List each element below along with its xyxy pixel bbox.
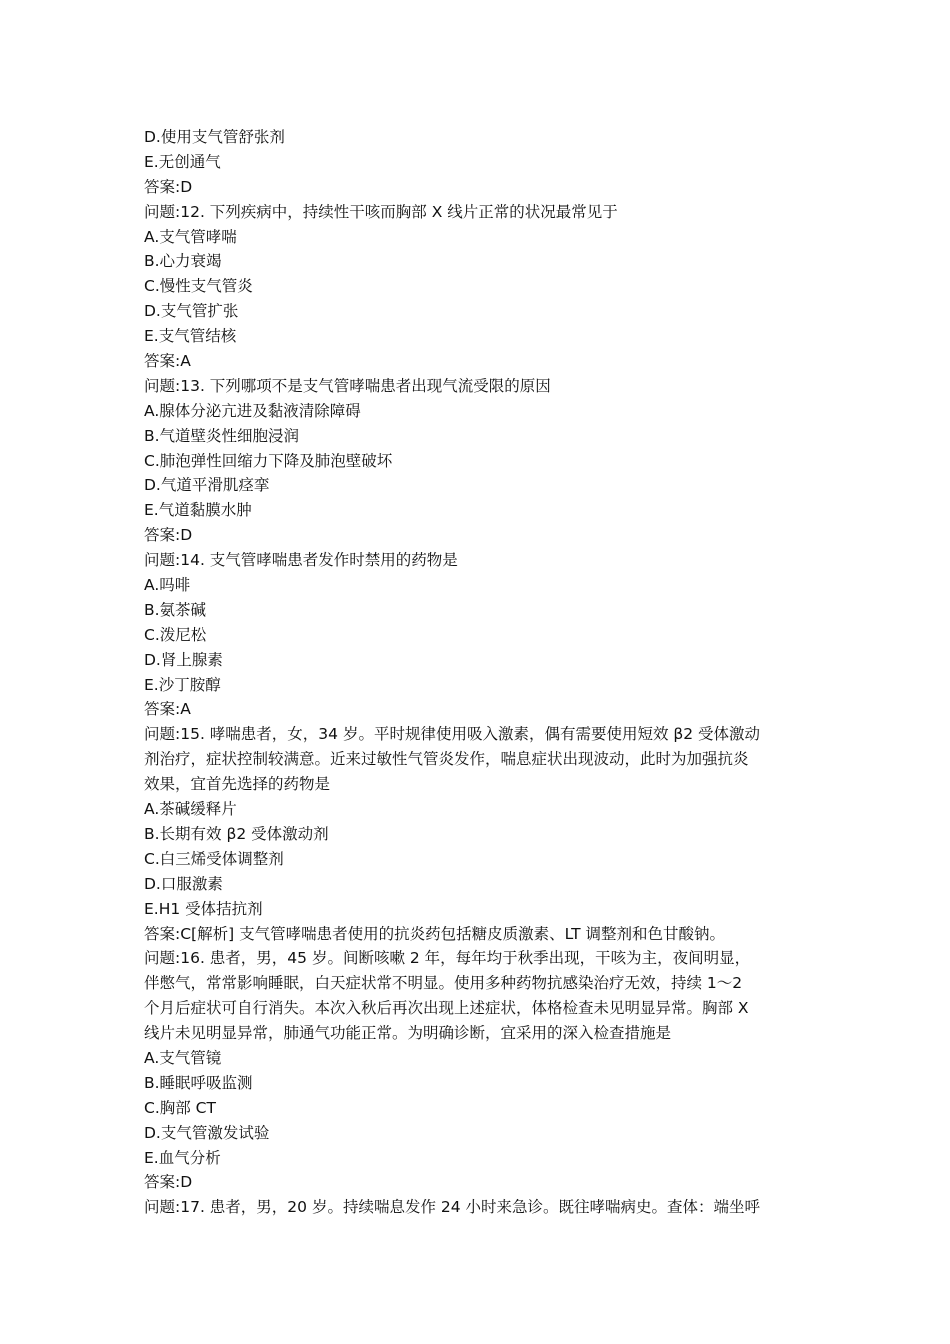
- answer-line: 答案:C[解析] 支气管哮喘患者使用的抗炎药包括糖皮质激素、LT 调整剂和色甘酸钠。: [144, 924, 725, 943]
- option-line: D.口服激素: [144, 874, 223, 893]
- option-line: D.使用支气管舒张剂: [144, 128, 285, 146]
- option-line: B.长期有效 β2 受体激动剂: [144, 824, 329, 843]
- question-line: 问题:17. 患者，男，20 岁。持续喘息发作 24 小时来急诊。既往哮喘病史。查体：端坐呼: [144, 1198, 761, 1217]
- question-line: 问题:16. 患者，男，45 岁。间断咳嗽 2 年，每年均于秋季出现，干咳为主，夜间明显，: [144, 949, 751, 968]
- question-line: 问题:14. 支气管哮喘患者发作时禁用的药物是: [144, 551, 458, 570]
- option-line: E.气道黏膜水肿: [144, 501, 252, 520]
- answer-line: 答案:A: [144, 700, 191, 719]
- option-line: D.气道平滑肌痉挛: [144, 476, 270, 495]
- option-line: A.茶碱缓释片: [144, 800, 237, 819]
- question-line: 剂治疗，症状控制较满意。近来过敏性气管炎发作，喘息症状出现波动，此时为加强抗炎: [144, 750, 749, 769]
- question-line: 问题:15. 哮喘患者，女，34 岁。平时规律使用吸入激素，偶有需要使用短效 β2 受体激动: [144, 725, 761, 744]
- option-line: A.支气管镜: [144, 1048, 222, 1067]
- option-line: C.胸部 CT: [144, 1098, 216, 1117]
- question-line: 效果，宜首先选择的药物是: [144, 775, 331, 794]
- option-line: D.肾上腺素: [144, 650, 223, 669]
- option-line: B.氨茶碱: [144, 600, 207, 619]
- option-line: C.肺泡弹性回缩力下降及肺泡壁破坏: [144, 451, 393, 470]
- option-line: C.慢性支气管炎: [144, 277, 253, 296]
- answer-line: 答案:D: [144, 526, 193, 545]
- answer-line: 答案:A: [144, 352, 191, 371]
- option-line: E.无创通气: [144, 152, 221, 171]
- option-line: B.心力衰竭: [144, 252, 222, 271]
- question-line: 伴憋气，常常影响睡眠，白天症状常不明显。使用多种药物抗感染治疗无效，持续 1～2: [144, 974, 743, 993]
- option-line: B.睡眠呼吸监测: [144, 1073, 253, 1092]
- option-line: E.支气管结核: [144, 327, 237, 346]
- option-line: C.白三烯受体调整剂: [144, 849, 284, 868]
- answer-line: 答案:D: [144, 177, 193, 196]
- option-line: D.支气管扩张: [144, 302, 239, 321]
- question-line: 线片未见明显异常，肺通气功能正常。为明确诊断，宜采用的深入检查措施是: [144, 1024, 672, 1043]
- option-line: E.血气分析: [144, 1148, 221, 1167]
- option-line: E.H1 受体拮抗剂: [144, 899, 263, 918]
- question-line: 问题:12. 下列疾病中，持续性干咳而胸部 X 线片正常的状况最常见于: [144, 202, 618, 221]
- question-line: 问题:13. 下列哪项不是支气管哮喘患者出现气流受限的原因: [144, 376, 551, 395]
- option-line: C.泼尼松: [144, 625, 207, 644]
- option-line: B.气道壁炎性细胞浸润: [144, 426, 300, 445]
- option-line: D.支气管激发试验: [144, 1123, 270, 1142]
- document-text: [144, 125, 810, 1220]
- question-line: 个月后症状可自行消失。本次入秋后再次出现上述症状，体格检查未见明显异常。胸部 X: [144, 999, 749, 1018]
- option-line: A.吗啡: [144, 576, 191, 595]
- option-line: E.沙丁胺醇: [144, 675, 221, 694]
- option-line: A.腺体分泌亢进及黏液清除障碍: [144, 401, 361, 420]
- option-line: A.支气管哮喘: [144, 227, 237, 246]
- answer-line: 答案:D: [144, 1173, 193, 1192]
